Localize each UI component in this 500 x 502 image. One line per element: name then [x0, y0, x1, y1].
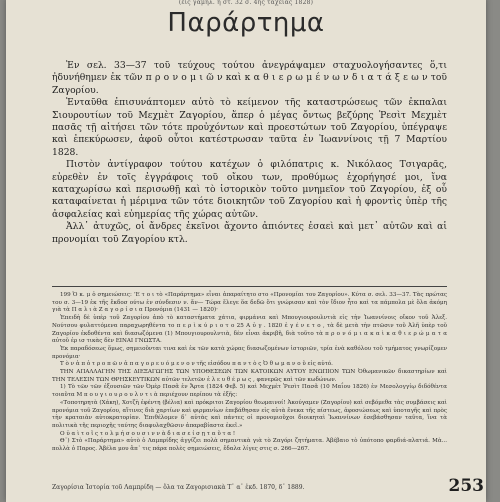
footnote: Ἐπειδὴ δὲ ὑπὲρ τοῦ Ζαγορίου ἀπὸ τὸ καταστήματα χάτια, φιρμάνια καὶ Μπουγιουρουλντιὰ εἰς τὴν Ἰωαννίνοις οἴκον τοῦ Ἀλεξ. Νούτσου φυλαττόμενα παραχωρηθέντα το π ε ρ ὶ κ ύ ρ ι ο τ ο 25 Α ὐ γ . 1820 ἐ γ έ ν ε τ ο , τὰ δὲ μετὰ τὴν πτῶσιν τοῦ Ἀλῆ ὑπὲρ τοῦ Ζαγορίου ἐκδοθέντα καὶ διασωζόμενα (1) Μπουγιουρουλντιὰ, δὲν εἶναι ἀκριβῆ, διὰ τοῦτο τὰ π ρ ο ν ό μ ι α κ α ὶ κ α θ ι ε ρ ώ μ α τ α αὐτοῦ ἐρ ισ τικὰς δὲν ΕΙΝΑΙ ΓΝΩΣΤΑ. [52, 315, 447, 345]
footnote: 199 Ὁ κ. μ ὁ σημειώσεις: ’Ε τ ο ι τὸ «Παράρτημα» εἶναι ἀπαραίτητο στο «Προνομίαι του Ζαγορίου». Κύτα σ. σελ. 33—37. Τὰς πρώτας του σ. 3—19 ἐκ τῆς ἔκδοσ ούτω ἐν σύνδεσιν ν. ἄν— Τώρα ἔλεγε ὅα δεδῶ ὅτι γνώρισαν καὶ τὸν ἴδιον ἦτο καὶ τα πάμπολα μὲ ὅλα ἀκόμη γιὰ τὰ Π α λ ι ὰ Ζ α γ ο ρ ί σ ι α Προνόμια (1431 — 1820)· [52, 292, 447, 314]
footnote: «Τοποτηρητὰ (Χάκη), Χοτζὴ ἐφέντη (βέλια) καὶ πρόκριτοι Ζαγορίου θεωμαινοί! Ἀκούγαμεν (Ζαγορίου) καὶ σεβόμεθα τὰς συμβάσεις καὶ προνόμια τοῦ Ζαγορίου, αἵτινες διὰ χαρτίων καὶ φιρμανίων ἐπεβάθησαν εἰς αὐτὰ ἕνεκα τῆς πίστεως, ἀφοσιώσεως καὶ ὑποταγῆς καὶ πρὸς τὴν κραταιὰν αὐτοκρατορίαν. Ἐπιθέλομεν δ᾽ αὐτὰς καὶ πάντες οἱ προνομιοῦχοι διοικηταὶ Ἰωαννίνων ἐσεβάσθησαν ταῦτα, ἵνα τὰ πολιτικὰ τῆς περιοχῆς ταύτης διαφυλαχθῶσιν ἀπαραβίαστα ἐκεῖ.» [52, 399, 447, 429]
footnote: Θ᾽) Στὸ «Παράρτημα» αὐτὸ ὁ Λαμπρίδης ἀγγίζει πολὰ σημαντικὰ γιὰ τὸ Ζαγόρι ζητήματα. Ἀβέβαιο τὸ ὑπότοπο φαρδιά-πλατιά. Μὰ... πολλὰ ὁ Παρος. Ἀβέλα μου ἄπ᾽ τις πάρα πολὲς σημειώσεις, ἔδαλα λίγες στις σ. 266—267. [52, 438, 447, 453]
footnote: 1) Τὸ τῶν τῶν ἐξουσιῶν τῶν Ὀμὲρ Πασᾶ ἐν Ἄρτα (1824 Φεβ. 5) καὶ Μεχμὲτ Ῥεσὶτ Πασᾶ (10 Μαΐου 1826) ἐν Μεσολογγίῳ διδόθέντα τοιαῦτα Μ π ο υ γ ι ο υ ρ ο υ λ ν τ ι ὰ περιέχουν περίπου τὰ ἑξῆς: [52, 384, 447, 399]
paragraph: Ἐν σελ. 33—37 τοῦ τεύχους τούτου ἀνεγράψαμεν σταχυολογήσαντες ὅ,τι ἠδυνήθημεν ἐκ τῶν π ρ ο ν ο μ ι ῶ ν καὶ κ α θ ι ε ρ ω μ έ ν ω ν δ ι α τ ά ξ ε ω ν τοῦ Ζαγορίου. [52, 60, 447, 96]
footnote: Ἐκ παραδόσεως ὅμως, σημειοῦνται τινα καὶ ἐκ τῶν κατὰ χώρας διασωζομένων ἱστοριῶν, τρία ἑνὰ καθόλου τοῦ τμήματος γνωρίζομεν προνόμια· [52, 345, 447, 360]
main-text [52, 60, 447, 246]
paragraph: Ἀλλ᾽ ἀτυχῶς, οἱ ἄνδρες ἐκεῖνοι ἄχοντο ἀπιόντες ἐσαεὶ καὶ μετ᾽ αὐτῶν καὶ αἱ προνομίαι τοῦ Ζαγορίου κτλ. [52, 221, 447, 245]
footnotes [52, 292, 447, 454]
page-number: 253 [448, 476, 484, 496]
footnote: ΤΗΝ ΑΠΑΛΛΑΓΗΝ ΤΗΣ ΔΙΕΞΑΓΩΓΗΣ ΤΩΝ ΥΠΟΘΕΣΕΩΝ ΤΩΝ ΚΑΤΟΙΚΩΝ ΑΥΤΟΥ ΕΝΩΠΙΟΝ ΤΩΝ Ὀθωμανικῶν δικαστηρίων καὶ ΤΗΝ ΤΕΛΕΣΙΝ ΤΩΝ ΘΡΗΣΚΕΥΤΙΚΩΝ αὐτῶν τελετῶν ἐ λ ε υ θ έ ρ ω ς , φανερῶς καὶ τῶν κωδώνων. [52, 369, 447, 383]
page-footer-reference: Ζαγορίσια Ἱστορία τοῦ Λαμπρίδη — ὅλα τα Ζαγορισιακὰ Τ᾽ α᾽ ἐκδ. 1870, δ᾽ 1889. [52, 484, 305, 491]
footnote: Τ ὸ ν ἀ π ὀ τ ρ ο π ῶ ν ἀ π α γ ο ρ ε υ ό μ ε ν ο ν τῆς εἰσόδου π α ν τ ὸ ς Ὀ θ ω μ α ν ο ῦ εἰς αὐτό. [60, 361, 333, 368]
page-header-cut-line: (εἰς γαμηλ. ἡ στ. 32 σ. 4ης ταχείας 1828) [178, 0, 314, 6]
footnote: Ο ὐ α ὶ τ ο ῖ ς τ ο λ μ ή σ ο υ σ ι ν ν ὰ δ ι α σ ε ί σ ῃ τ α ῦ τ α ! [60, 430, 236, 437]
footnote-divider [52, 286, 447, 287]
book-page [6, 0, 486, 502]
paragraph: Ἐνταῦθα ἐπισυνάπτομεν αὐτὸ τὸ κείμενον τῆς καταστρώσεως τῶν ἐκπαλαι Σιουρουτίων τοῦ Μεχμὲτ Ζαγορίου, ἅπερ ὁ μέγας ὄντως βεζύρης Ῥεσὶτ Μεχμὲτ πασᾶς τῇ αἰτήσει τῶν τότε προὐχόντων καὶ προεστώτων τοῦ Ζαγορίου, ὑπέγραψε καὶ ἐπεκύρωσεν, ἀφοῦ οὗτοι κατέστρωσαν ταῦτα ἐν Ἰωαννίνοις τῇ 7 Μαρτίου 1828. [52, 97, 447, 158]
page-title: Παράρτημα [167, 8, 325, 38]
paragraph: Πιστὸν ἀντίγραφον τούτου κατέχων ὁ φιλόπατρις κ. Νικόλαος Τσιγαρᾶς, εὑρεθὲν ἐν τοῖς ἐγγράφοις τοῦ οἴκου των, προθύμως ἐχορήγησέ μοι, ἵνα καταχωρίσω καὶ περισωθῇ καὶ τὸ ἱστορικὸν τοῦτο μνημεῖον τοῦ Ζαγορίου, ἐξ οὗ καταφαίνεται ἡ μέριμνα τῶν τότε διοικητῶν τοῦ Ζαγορίου καὶ ἡ φροντὶς ὑπὲρ τῆς ἀσφαλείας καὶ εὐημερίας τῆς χώρας αὐτῶν. [52, 159, 447, 220]
